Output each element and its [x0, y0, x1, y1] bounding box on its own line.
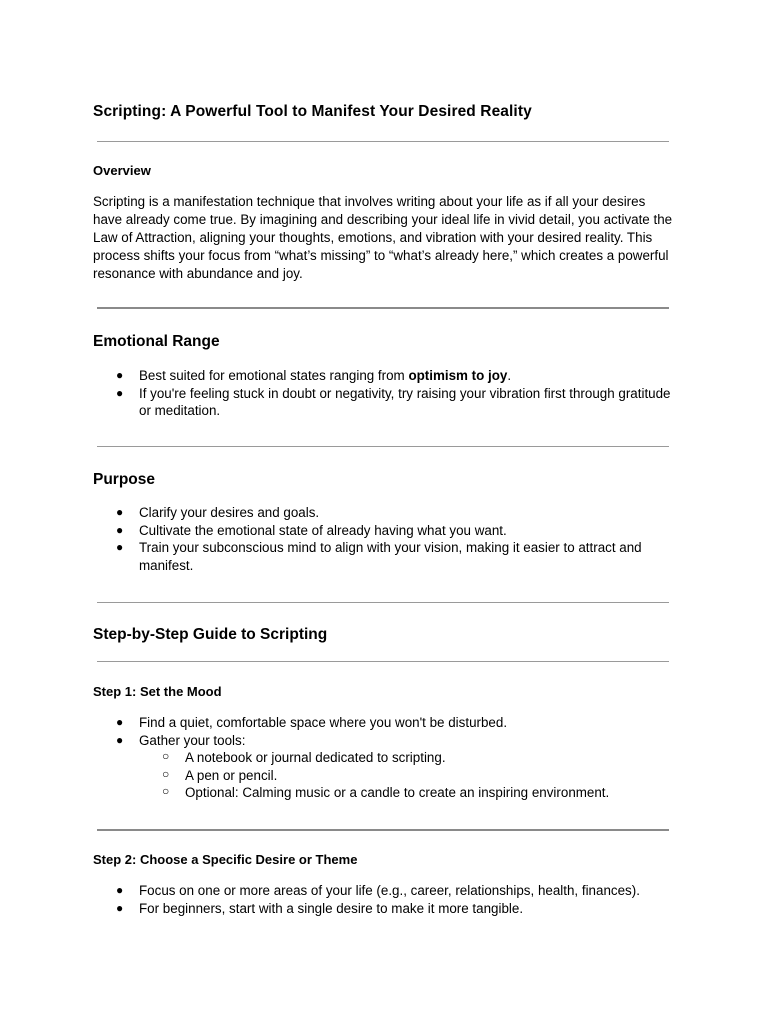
bullet-icon: ●: [116, 505, 124, 519]
purpose-heading: Purpose: [93, 471, 156, 488]
divider: [97, 661, 669, 662]
bullet-icon: ●: [116, 540, 124, 555]
list-item: ● Clarify your desires and goals.: [116, 505, 320, 520]
sub-list-item: ○ A pen or pencil.: [162, 766, 278, 783]
circle-bullet-icon: ○: [162, 749, 170, 764]
list-item: ● Gather your tools: ○ A notebook or journal dedicated to scripting. ○ A pen or pencil. ○ Optional: Calming music or a candle to create an inspiring environment.: [93, 732, 675, 802]
list-item: ● Cultivate the emotional state of already having what you want.: [116, 522, 507, 538]
divider: [97, 307, 669, 309]
purpose-list: [93, 504, 675, 574]
step1-list: [93, 714, 675, 802]
bullet-icon: ●: [116, 385, 124, 400]
overview-heading: Overview: [93, 163, 151, 178]
emphasis-text: optimism to joy: [408, 368, 508, 383]
sub-list-item: ○ A notebook or journal dedicated to scripting.: [162, 749, 446, 766]
guide-heading: Step-by-Step Guide to Scripting: [93, 626, 328, 643]
bullet-icon: ●: [116, 368, 124, 382]
list-item: ● If you're feeling stuck in doubt or negativity, try raising your vibration first through gratitude or meditation.: [116, 385, 671, 419]
list-item: ● Find a quiet, comfortable space where you won't be disturbed.: [116, 715, 508, 730]
sub-list-item: ○ Optional: Calming music or a candle to create an inspiring environment.: [162, 784, 610, 801]
bullet-icon: ●: [116, 883, 124, 897]
step2-heading: Step 2: Choose a Specific Desire or Theme: [93, 852, 358, 867]
circle-bullet-icon: ○: [162, 766, 170, 781]
emotional-range-heading: Emotional Range: [93, 333, 220, 350]
step1-heading: Step 1: Set the Mood: [93, 684, 222, 699]
list-item: ● Train your subconscious mind to align with your vision, making it easier to attract and manifest.: [116, 540, 642, 573]
list-item: ● Focus on one or more areas of your life (e.g., career, relationships, health, finances).: [116, 883, 640, 898]
list-item: ● For beginners, start with a single desire to make it more tangible.: [116, 900, 524, 916]
tools-sublist: [139, 749, 675, 802]
list-item: ● Best suited for emotional states ranging from optimism to joy.: [116, 368, 512, 383]
bullet-icon: ●: [116, 900, 124, 915]
divider: [97, 141, 669, 142]
overview-paragraph: Scripting is a manifestation technique that involves writing about your life as if all your desires have already come true. By imagining and describing your ideal life in vivid detail, you activate the Law of Attraction, aligning your thoughts, emotions, and vibration with your desired reality. This process shifts your focus from “what’s missing” to “what’s already here,” which creates a powerful resonance with abundance and joy.: [93, 194, 673, 281]
bullet-icon: ●: [116, 715, 124, 729]
divider: [97, 602, 669, 603]
bullet-icon: ●: [116, 522, 124, 537]
divider: [97, 829, 669, 831]
circle-bullet-icon: ○: [162, 784, 170, 799]
emotional-range-list: [93, 367, 675, 420]
step2-list: [93, 882, 675, 917]
divider: [97, 446, 669, 447]
bullet-icon: ●: [116, 732, 124, 747]
document-title: Scripting: A Powerful Tool to Manifest Your Desired Reality: [93, 103, 532, 120]
